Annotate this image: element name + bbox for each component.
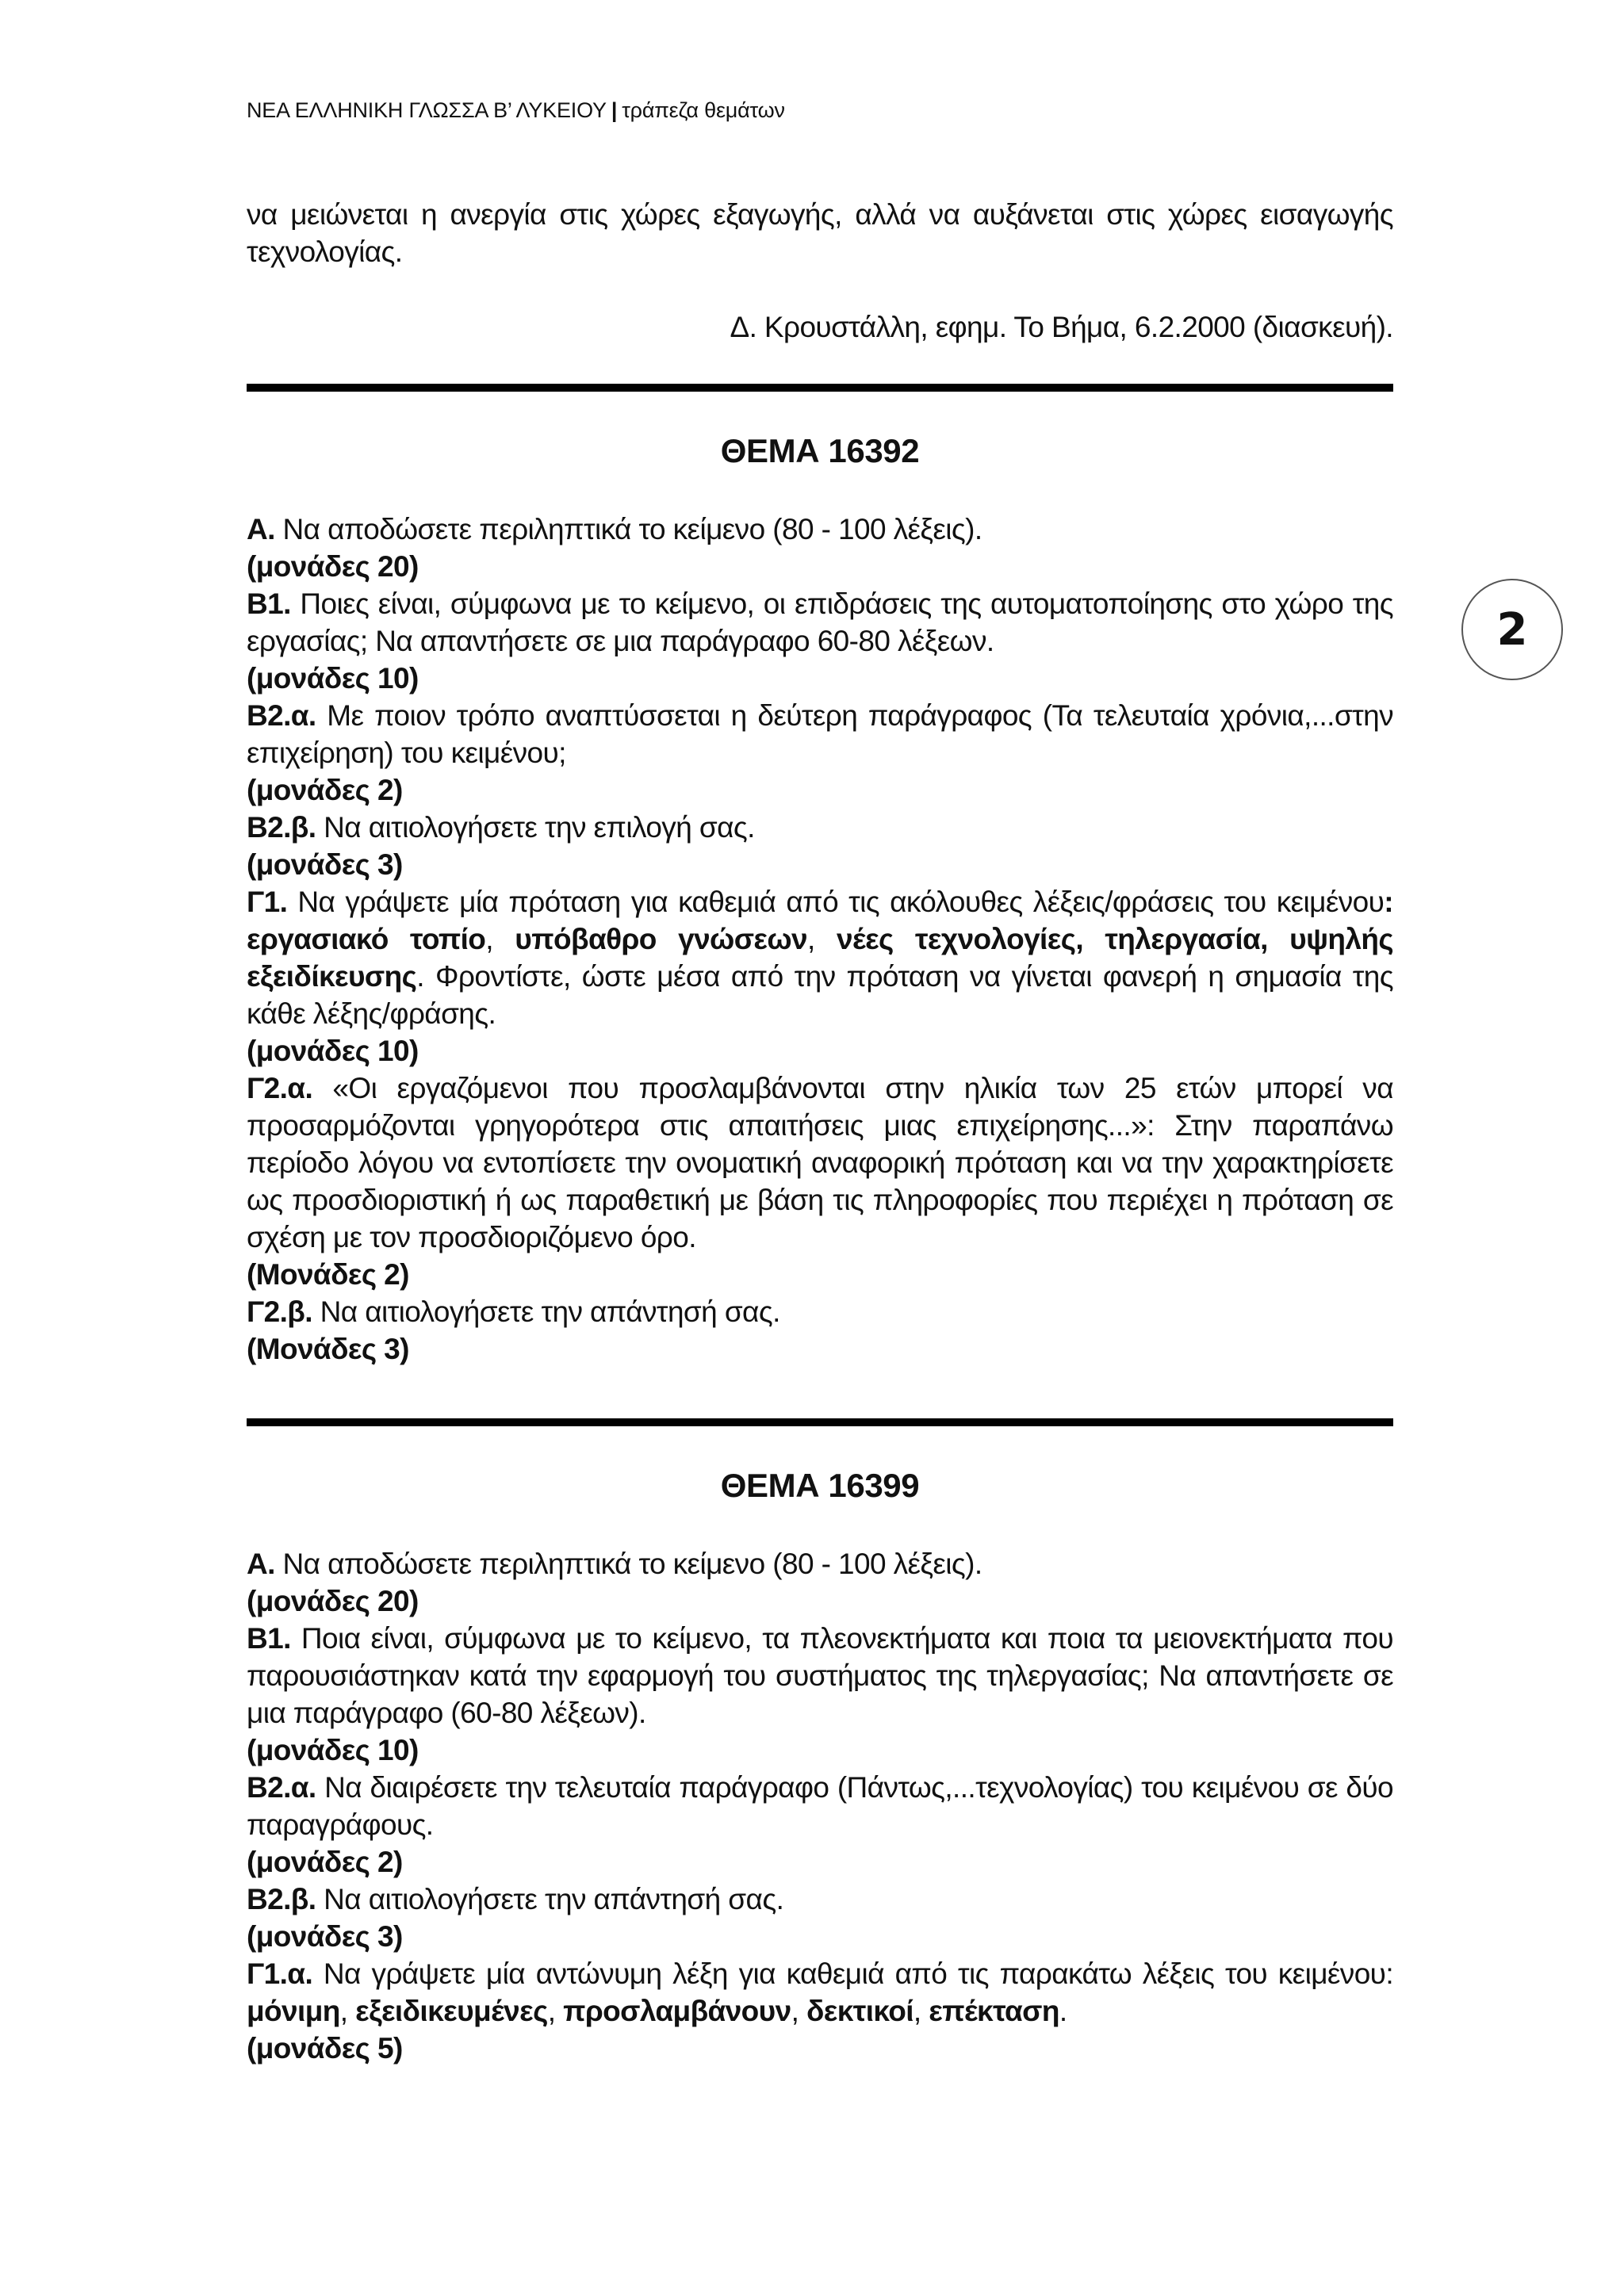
section-divider bbox=[247, 1418, 1393, 1426]
text-segment: , bbox=[547, 1995, 564, 2027]
question-item bbox=[247, 511, 1393, 548]
header-bank-label: τράπεζα θεμάτων bbox=[622, 98, 785, 122]
bold-segment: Β1. bbox=[247, 587, 291, 620]
bold-segment: επέκταση bbox=[929, 1995, 1059, 2027]
question-item bbox=[247, 846, 1393, 883]
source-citation: Δ. Κρουστάλλη, εφημ. Το Βήμα, 6.2.2000 (διασκευή). bbox=[730, 311, 1393, 343]
text-segment: Να αιτιολογήσετε την απάντησή σας. bbox=[312, 1295, 780, 1328]
bold-segment: Α. bbox=[247, 513, 275, 545]
question-item bbox=[247, 585, 1393, 660]
bold-segment: (μονάδες 2) bbox=[247, 774, 403, 806]
bold-segment: προσλαμβάνουν bbox=[563, 1995, 791, 2027]
text-segment: , bbox=[791, 1995, 806, 2027]
question-item bbox=[247, 1955, 1393, 2030]
bold-segment: Γ1. bbox=[247, 886, 288, 918]
section-title: ΘΕΜΑ 16399 bbox=[720, 1467, 920, 1504]
bold-segment: (Μονάδες 3) bbox=[247, 1333, 409, 1365]
header-separator: | bbox=[611, 98, 618, 122]
text-segment: Να αποδώσετε περιληπτικά το κείμενο (80 - 100 λέξεις). bbox=[274, 1548, 982, 1580]
question-item bbox=[247, 548, 1393, 585]
bold-segment: Β1. bbox=[247, 1622, 291, 1655]
bold-segment: (μονάδες 3) bbox=[247, 848, 403, 881]
question-item bbox=[247, 1545, 1393, 1582]
text-segment: Να αιτιολογήσετε την επιλογή σας. bbox=[316, 811, 755, 844]
question-list bbox=[247, 1545, 1393, 2067]
bold-segment: (μονάδες 10) bbox=[247, 1035, 419, 1067]
bold-segment: (μονάδες 3) bbox=[247, 1920, 403, 1953]
section-title: ΘΕΜΑ 16392 bbox=[720, 432, 920, 469]
text-segment: Να διαιρέσετε την τελευταία παράγραφο (Πάντως,...τεχνολογίας) του κειμένου σε δύο παραγράφους. bbox=[247, 1771, 1393, 1841]
text-segment: . Φροντίστε, ώστε μέσα από την πρόταση να γίνεται φανερή η σημασία της κάθε λέξης/φράσης. bbox=[247, 960, 1393, 1030]
bold-segment: Γ2.β. bbox=[247, 1295, 312, 1328]
text-segment: Ποια είναι, σύμφωνα με το κείμενο, τα πλεονεκτήματα και ποια τα μειονεκτήματα που παρουσιάστηκαν κατά την εφαρμογή του συστήματος της τηλεργασίας; Να απαντήσετε σε μια παράγραφο (60-80 λέξεων). bbox=[247, 1622, 1393, 1729]
bold-segment: Γ1.α. bbox=[247, 1957, 313, 1990]
question-item bbox=[247, 1732, 1393, 1769]
question-item bbox=[247, 660, 1393, 697]
bold-segment: (μονάδες 2) bbox=[247, 1846, 403, 1878]
page-number-badge: 2 bbox=[1461, 579, 1563, 680]
bold-segment: (μονάδες 20) bbox=[247, 1585, 419, 1617]
question-item bbox=[247, 2030, 1393, 2067]
bold-segment: (μονάδες 10) bbox=[247, 1734, 419, 1766]
question-item bbox=[247, 1620, 1393, 1732]
bold-segment: μόνιμη bbox=[247, 1995, 340, 2027]
bold-segment: Β2.β. bbox=[247, 1883, 316, 1915]
header-subject: ΝΕΑ ΕΛΛΗΝΙΚΗ ΓΛΩΣΣΑ Β’ ΛΥΚΕΙΟΥ bbox=[247, 98, 607, 122]
text-segment: , bbox=[807, 923, 837, 955]
text-segment: Να αποδώσετε περιληπτικά το κείμενο (80 - 100 λέξεις). bbox=[274, 513, 982, 545]
bold-segment: (μονάδες 20) bbox=[247, 550, 419, 583]
bold-segment: νέες τεχνολογίες, τηλεργασία, υψηλής εξειδίκευσης bbox=[247, 923, 1393, 993]
question-list bbox=[247, 511, 1393, 1368]
question-item bbox=[247, 1843, 1393, 1881]
text-segment: , bbox=[485, 923, 515, 955]
continuation-paragraph: να μειώνεται η ανεργία στις χώρες εξαγωγής, αλλά να αυξάνεται στις χώρες εισαγωγής τεχνολογίας. bbox=[247, 198, 1393, 268]
bold-segment: δεκτικοί bbox=[806, 1995, 914, 2027]
text-segment: , bbox=[339, 1995, 356, 2027]
text-segment: , bbox=[913, 1995, 929, 2027]
section-divider bbox=[247, 384, 1393, 392]
bold-segment: Γ2.α. bbox=[247, 1072, 313, 1104]
bold-segment: (μονάδες 5) bbox=[247, 2032, 403, 2064]
question-item bbox=[247, 1032, 1393, 1070]
question-item bbox=[247, 883, 1393, 1032]
text-segment: Με ποιον τρόπο αναπτύσσεται η δεύτερη παράγραφος (Τα τελευταία χρόνια,...στην επιχείρηση) του κειμένου; bbox=[247, 699, 1393, 769]
text-segment: . bbox=[1059, 1995, 1067, 2027]
bold-segment: Α. bbox=[247, 1548, 275, 1580]
question-item bbox=[247, 1293, 1393, 1330]
bold-segment: Β2.β. bbox=[247, 811, 316, 844]
question-item bbox=[247, 1582, 1393, 1620]
text-segment: Να αιτιολογήσετε την απάντησή σας. bbox=[316, 1883, 784, 1915]
question-item bbox=[247, 1070, 1393, 1256]
text-segment: Ποιες είναι, σύμφωνα με το κείμενο, οι επιδράσεις της αυτοματοποίησης στο χώρο της εργασίας; Να απαντήσετε σε μια παράγραφο 60-80 λέξεων. bbox=[247, 587, 1393, 657]
bold-segment: : εργασιακό τοπίο bbox=[247, 886, 1393, 955]
question-item bbox=[247, 1330, 1393, 1368]
bold-segment: (μονάδες 10) bbox=[247, 662, 419, 695]
question-item bbox=[247, 1881, 1393, 1918]
bold-segment: εξειδικευμένες bbox=[355, 1995, 548, 2027]
bold-segment: Β2.α. bbox=[247, 699, 316, 732]
bold-segment: (Μονάδες 2) bbox=[247, 1258, 409, 1291]
question-item bbox=[247, 1256, 1393, 1293]
bold-segment: υπόβαθρο γνώσεων bbox=[515, 923, 808, 955]
question-item bbox=[247, 1769, 1393, 1843]
question-item bbox=[247, 1918, 1393, 1955]
question-item bbox=[247, 771, 1393, 809]
text-segment: Να γράψετε μία πρόταση για καθεμιά από τις ακόλουθες λέξεις/φράσεις του κειμένου bbox=[287, 886, 1385, 918]
question-item bbox=[247, 697, 1393, 771]
question-item bbox=[247, 809, 1393, 846]
text-segment: «Οι εργαζόμενοι που προσλαμβάνονται στην ηλικία των 25 ετών μπορεί να προσαρμόζονται γρηγορότερα στις απαιτήσεις μιας επιχείρησης...»: Στην παραπάνω περίοδο λόγου να εντοπίσετε την ονοματική αναφορική πρόταση και να την χαρακτηρίσετε ως προσδιοριστική ή ως παραθετική με βάση τις πληροφορίες που περιέχει η πρόταση σε σχέση με τον προσδιοριζόμενο όρο. bbox=[247, 1072, 1393, 1253]
bold-segment: Β2.α. bbox=[247, 1771, 316, 1804]
text-segment: Να γράψετε μία αντώνυμη λέξη για καθεμιά από τις παρακάτω λέξεις του κειμένου: bbox=[312, 1957, 1393, 1990]
page-header bbox=[247, 98, 785, 123]
